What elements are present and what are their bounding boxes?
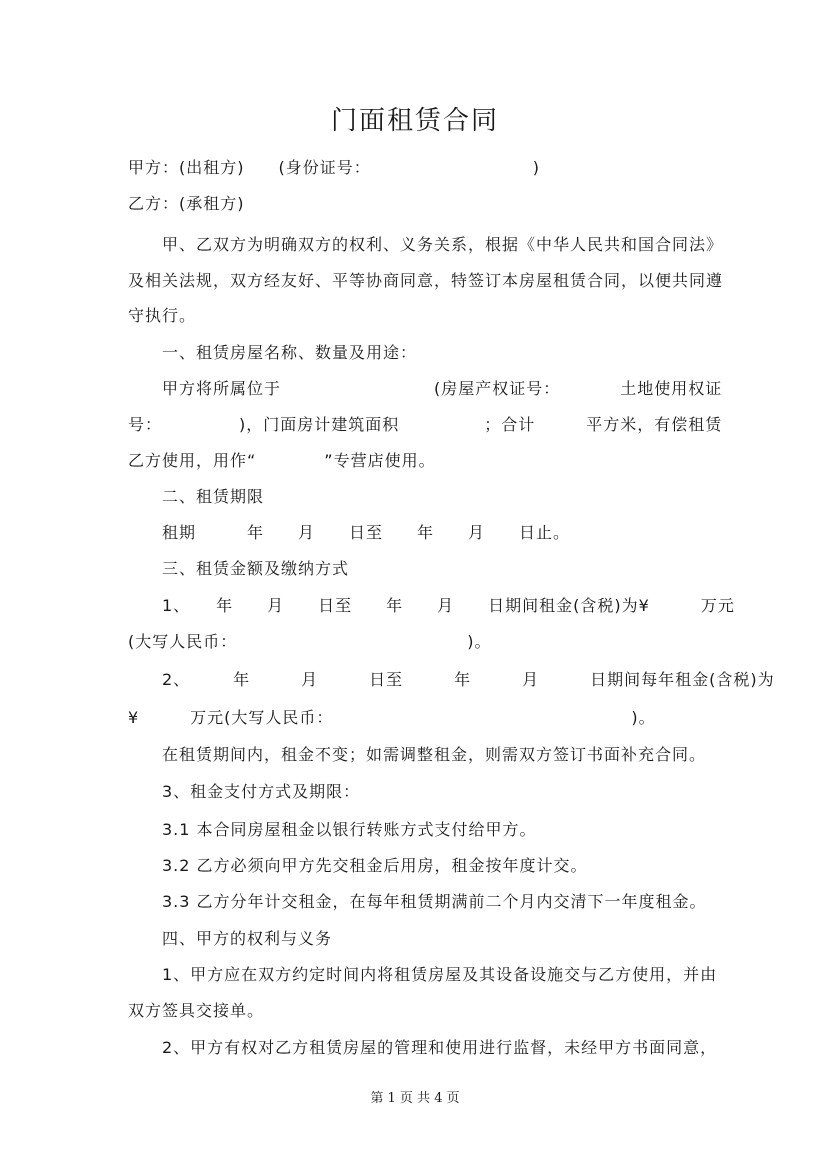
premises-line-1: 甲方将所属位于 (房屋产权证号： 土地使用权证	[128, 379, 723, 398]
section-heading-3: 三、租赁金额及缴纳方式	[128, 559, 350, 578]
preamble-line-2: 及相关法规，双方经友好、平等协商同意，特签订本房屋租赁合同，以便共同遵	[128, 271, 724, 290]
party-b-line: 乙方：(承租方)	[128, 194, 245, 213]
payment-clause-3-3: 3.3 乙方分年计交租金，在每年租赁期满前二个月内交清下一年度租金。	[128, 892, 707, 911]
preamble-line-1: 甲、乙双方为明确双方的权利、义务关系，根据《中华人民共和国合同法》	[128, 235, 724, 254]
rent-item-1-line-2: (大写人民币： )。	[128, 632, 492, 651]
document-title: 门面租赁合同	[330, 106, 499, 136]
section-heading-2: 二、租赁期限	[128, 487, 265, 506]
premises-line-3: 乙方使用，用作“ ”专营店使用。	[128, 451, 436, 470]
lessor-duty-1-line-2: 双方签具交接单。	[128, 1001, 265, 1020]
section-heading-1: 一、租赁房屋名称、数量及用途：	[128, 343, 418, 362]
page-footer: 第 1 页 共 4 页	[370, 1091, 460, 1106]
preamble-line-3: 守执行。	[128, 306, 197, 325]
lessor-duty-1-line-1: 1、甲方应在双方约定时间内将租赁房屋及其设备设施交与乙方使用，并由	[128, 965, 718, 984]
rent-item-2-line-2: ¥ 万元(大写人民币： )。	[128, 708, 656, 727]
lessor-duty-2-line-1: 2、甲方有权对乙方租赁房屋的管理和使用进行监督，未经甲方书面同意，	[128, 1038, 718, 1057]
rent-item-1-line-1: 1、 年 月 日至 年 月 日期间租金(含税)为¥ 万元	[128, 596, 735, 615]
party-a-line: 甲方：(出租方) (身份证号： )	[128, 158, 540, 177]
payment-clause-3-2: 3.2 乙方必须向甲方先交租金后用房，租金按年度计交。	[128, 856, 588, 875]
rent-fixed-line: 在租赁期间内，租金不变；如需调整租金，则需双方签订书面补充合同。	[128, 745, 707, 764]
payment-heading: 3、租金支付方式及期限：	[128, 782, 361, 801]
section-heading-4: 四、甲方的权利与义务	[128, 929, 333, 948]
lease-term-line: 租期 年 月 日至 年 月 日止。	[128, 523, 571, 542]
payment-clause-3-1: 3.1 本合同房屋租金以银行转账方式支付给甲方。	[128, 820, 537, 839]
rent-item-2-line-1: 2、 年 月 日至 年 月 日期间每年租金(含税)为	[128, 670, 775, 689]
premises-line-2: 号： )，门面房计建筑面积 ；合计 平方米，有偿租赁	[128, 415, 723, 434]
